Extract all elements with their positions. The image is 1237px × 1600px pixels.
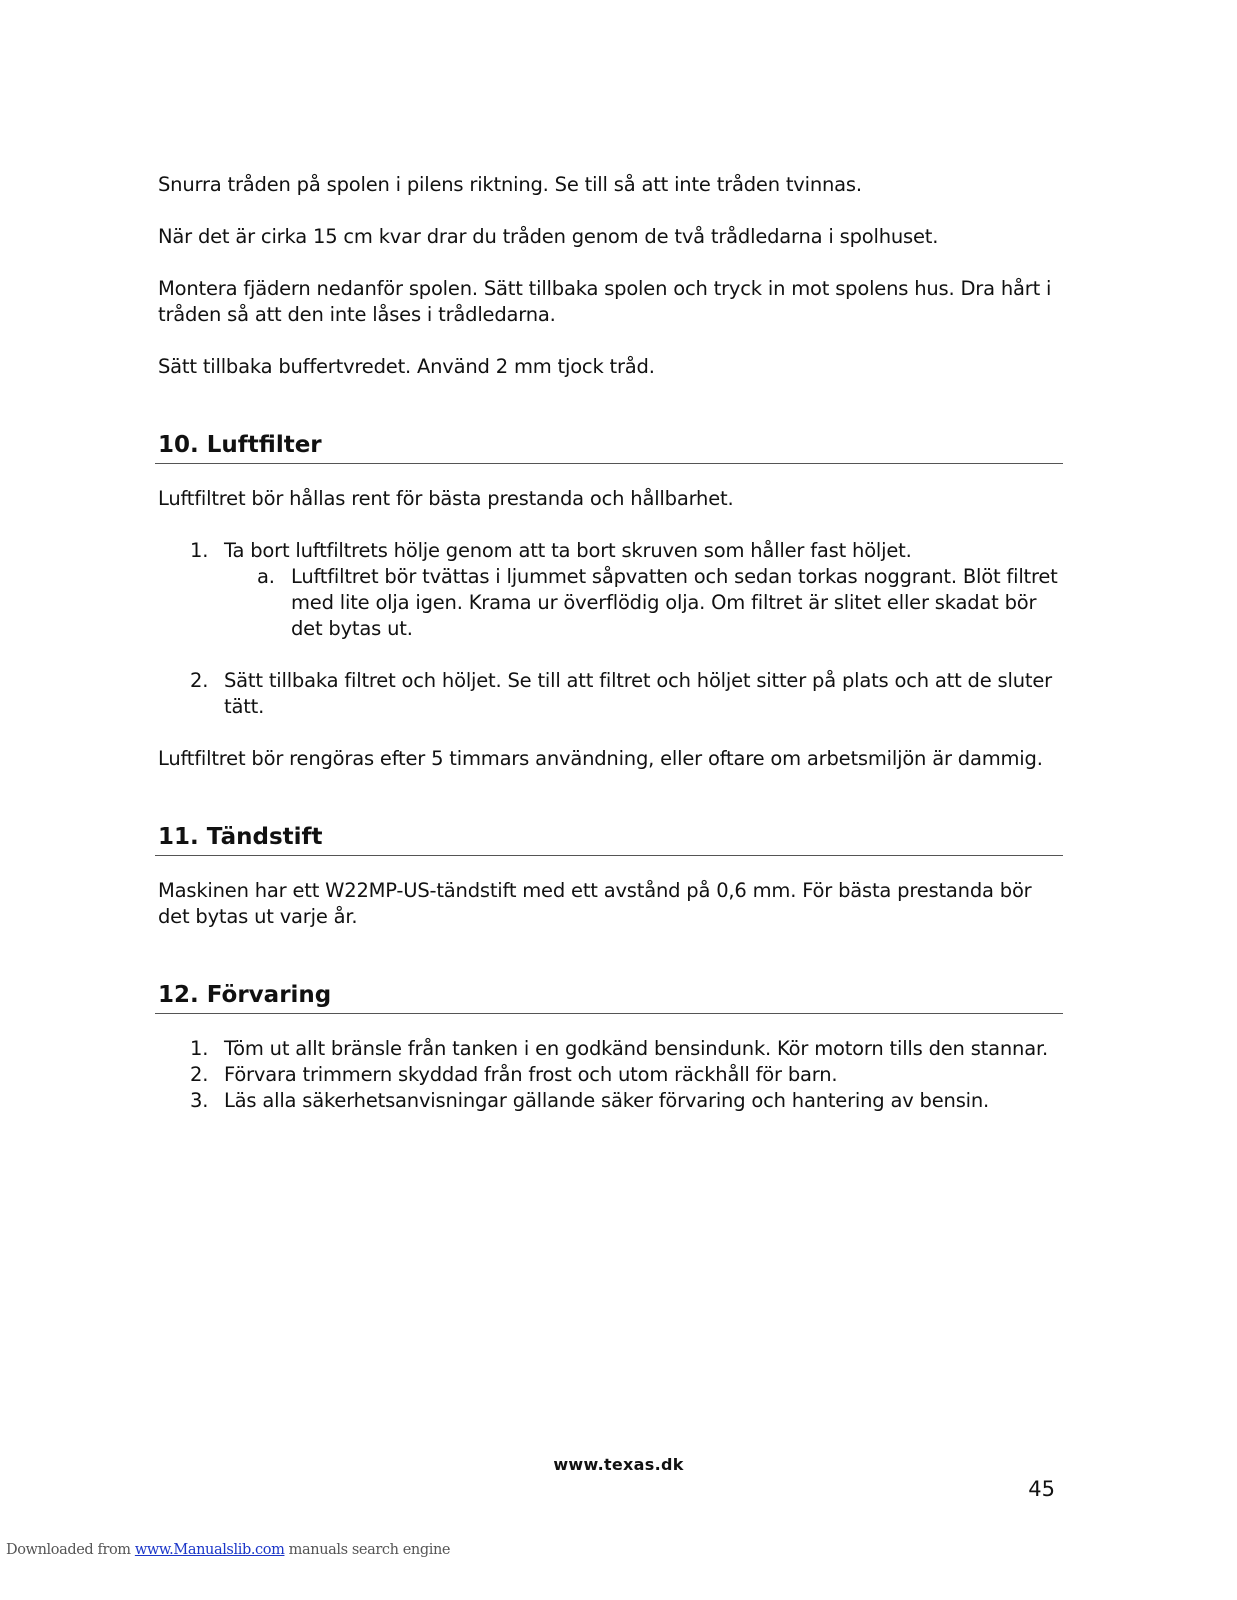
list-item-number: 1. bbox=[190, 539, 209, 562]
section-11-heading: 11. Tändstift bbox=[155, 822, 1063, 856]
section-10-outro: Luftfiltret bör rengöras efter 5 timmars användning, eller oftare om arbetsmiljön är dammig. bbox=[158, 747, 1043, 770]
page-content bbox=[158, 172, 1063, 1114]
intro-paragraph-2: När det är cirka 15 cm kvar drar du tråden genom de två trådledarna i spolhuset. bbox=[158, 225, 939, 248]
footer-url: www.texas.dk bbox=[553, 1455, 684, 1474]
list-item-text: Läs alla säkerhetsanvisningar gällande säker förvaring och hantering av bensin. bbox=[224, 1089, 990, 1112]
list-subitem-letter: a. bbox=[257, 565, 275, 588]
list-subitem bbox=[158, 564, 1063, 642]
section-11-text: Maskinen har ett W22MP-US-tändstift med ett avstånd på 0,6 mm. För bästa prestanda bör det bytas ut varje år. bbox=[158, 879, 1032, 928]
list-item-number: 1. bbox=[190, 1037, 209, 1060]
list-item-number: 2. bbox=[190, 1063, 209, 1086]
download-notice bbox=[6, 1542, 450, 1558]
manualslib-link[interactable]: www.Manualslib.com bbox=[134, 1542, 285, 1558]
download-prefix: Downloaded from bbox=[6, 1542, 135, 1558]
page-number: 45 bbox=[1028, 1477, 1055, 1501]
section-12-heading: 12. Förvaring bbox=[155, 980, 1063, 1014]
list-item-text: Töm ut allt bränsle från tanken i en godkänd bensindunk. Kör motorn tills den stannar. bbox=[224, 1037, 1048, 1060]
intro-paragraph-4: Sätt tillbaka buffertvredet. Använd 2 mm tjock tråd. bbox=[158, 355, 655, 378]
list-item bbox=[158, 1036, 1063, 1062]
section-10-list bbox=[158, 538, 1063, 720]
section-10-heading: 10. Luftfilter bbox=[155, 430, 1063, 464]
list-item-number: 3. bbox=[190, 1089, 209, 1112]
list-item-text: Sätt tillbaka filtret och höljet. Se till att filtret och höljet sitter på plats och att de sluter tätt. bbox=[224, 669, 1052, 718]
list-item bbox=[158, 538, 1063, 564]
list-item bbox=[158, 1062, 1063, 1088]
section-10-intro: Luftfiltret bör hållas rent för bästa prestanda och hållbarhet. bbox=[158, 487, 734, 510]
list-item bbox=[158, 1088, 1063, 1114]
list-subitem-text: Luftfiltret bör tvättas i ljummet såpvatten och sedan torkas noggrant. Blöt filtret med lite olja igen. Krama ur överflödig olja. Om filtret är slitet eller skadat bör det bytas ut. bbox=[291, 565, 1058, 640]
intro-paragraph-3: Montera fjädern nedanför spolen. Sätt tillbaka spolen och tryck in mot spolens hus. Dra hårt i tråden så att den inte låses i trådledarna. bbox=[158, 277, 1052, 326]
intro-paragraph-1: Snurra tråden på spolen i pilens riktning. Se till så att inte tråden tvinnas. bbox=[158, 173, 862, 196]
download-suffix: manuals search engine bbox=[284, 1542, 451, 1558]
section-12-list bbox=[158, 1036, 1063, 1114]
list-item bbox=[158, 668, 1063, 720]
list-item-text: Förvara trimmern skyddad från frost och utom räckhåll för barn. bbox=[224, 1063, 838, 1086]
list-item-text: Ta bort luftfiltrets hölje genom att ta bort skruven som håller fast höljet. bbox=[224, 539, 912, 562]
list-item-number: 2. bbox=[190, 669, 209, 692]
